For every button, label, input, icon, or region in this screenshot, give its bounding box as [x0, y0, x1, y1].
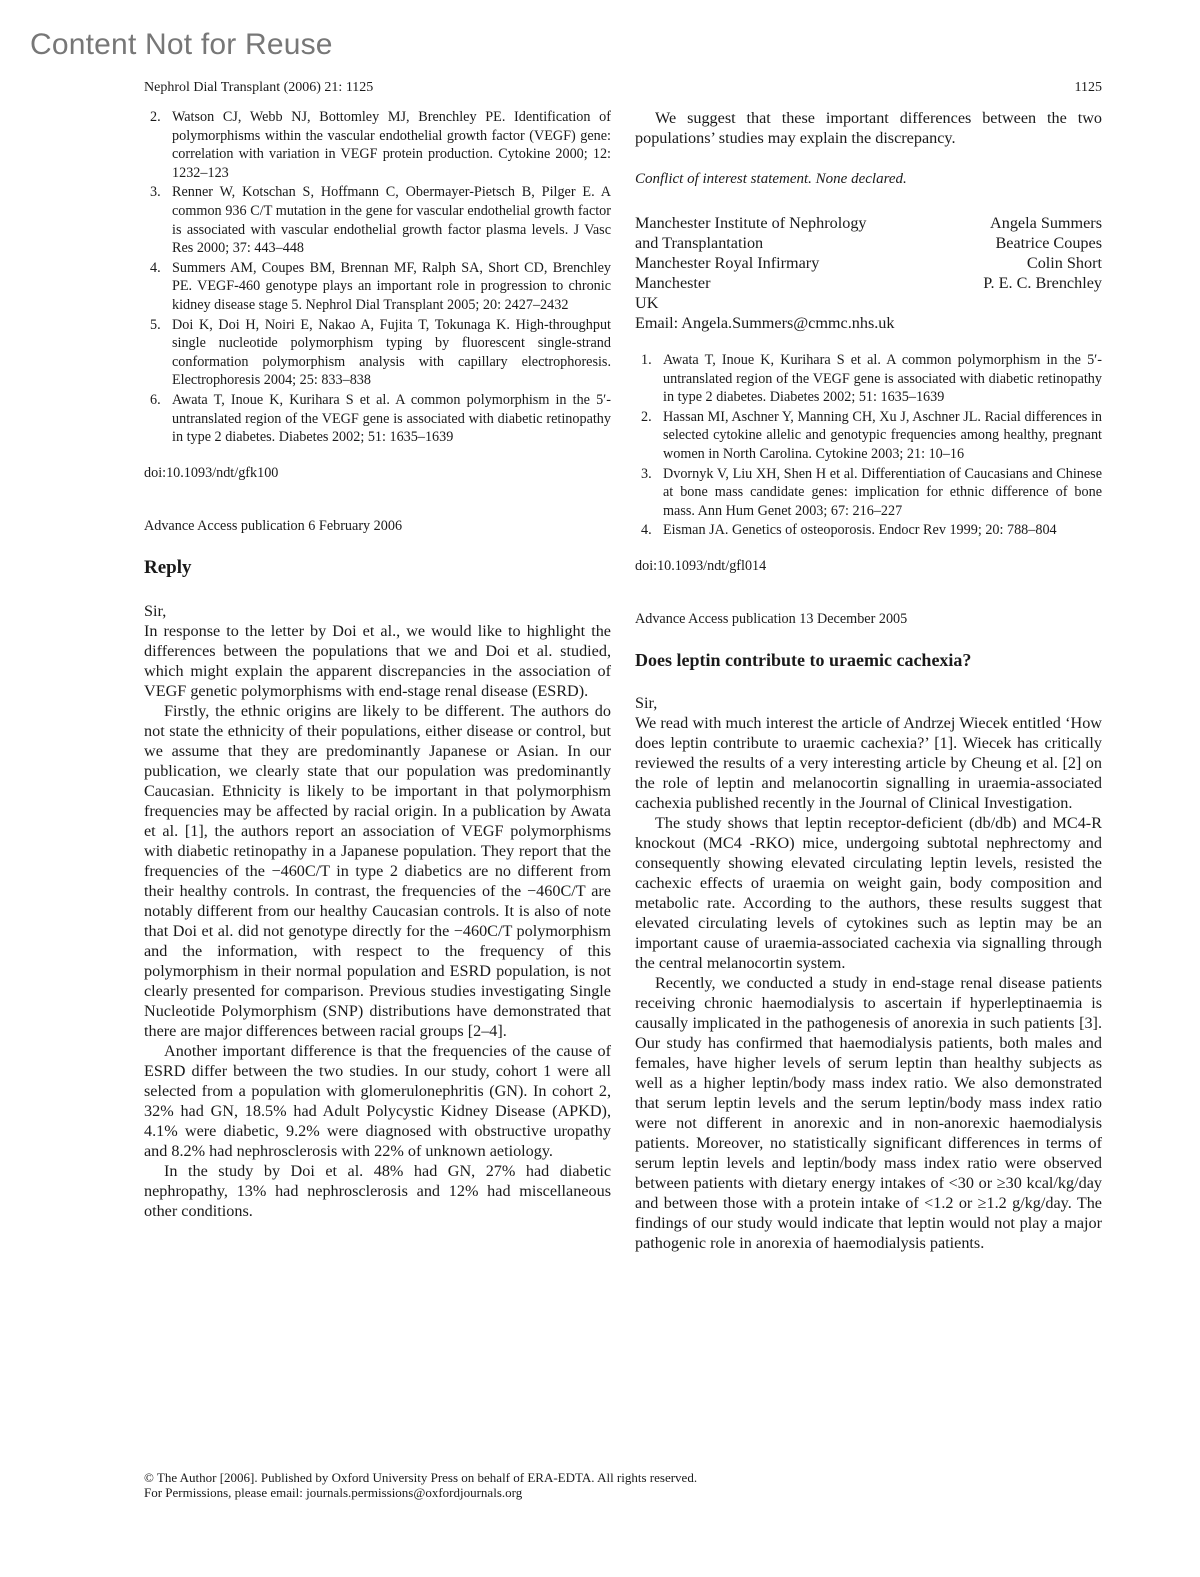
author-name: P. E. C. Brenchley — [983, 274, 1102, 292]
right-column — [635, 108, 1102, 1253]
reference-item: 1. Awata T, Inoue K, Kurihara S et al. A common polymorphism in the 5′-untranslated region of the VEGF gene is associated with diabetic retinopathy in type 2 diabetes. Diabetes 2002; 51: 1635–1639 — [641, 352, 1102, 406]
reply-heading: Reply — [144, 556, 192, 578]
leptin-paragraph: We read with much interest the article of Andrzej Wiecek entitled ‘How does leptin contribute to uraemic cachexia?’ [1]. Wiecek has critically reviewed the results of a very interesting article by Cheung et al. [2] on the role of leptin and melanocortin signalling in uraemia-associated cachexia published recently in the Journal of Clinical Investigation. — [635, 713, 1102, 812]
author-name: Colin Short — [1026, 254, 1102, 272]
reply-salutation: Sir, — [144, 601, 167, 620]
advance-access-reply: Advance Access publication 6 February 2006 — [144, 517, 403, 534]
copyright-footer — [144, 1470, 697, 1500]
reply-paragraph: Firstly, the ethnic origins are likely to be different. The authors do not state the ethnicity of their populations, either disease or control, but we assume that they are predominantly Japanese or Asian. In our publication, we clearly state that our population was predominantly Caucasian. Ethnicity is likely to be important in that polymorphism frequencies may be affected by racial origin. In a publication by Awata et al. [1], the authors report an association of VEGF polymorphisms with diabetic retinopathy in a Japanese population. They report that the frequencies of the −460C/T in type 2 diabetics are no different from their healthy controls. In contrast, the frequencies of the −460C/T are notably different from our healthy Caucasian controls. It is also of note that Doi et al. did not genotype directly for the −460C/T polymorphism and the information, with respect to the frequency of this polymorphism in their normal population and ESRD population, is not clearly presented for comparison. Previous studies investigating Single Nucleotide Polymorphism (SNP) distributions have demonstrated that there are major differences between racial groups [2–4]. — [144, 701, 611, 1040]
author-email: Email: Angela.Summers@cmmc.nhs.uk — [635, 314, 895, 332]
running-head-citation: Nephrol Dial Transplant (2006) 21: 1125 — [144, 80, 374, 95]
copyright-line: © The Author [2006]. Published by Oxford University Press on behalf of ERA-EDTA. All rights reserved. — [144, 1470, 698, 1485]
doi-reply: doi:10.1093/ndt/gfl014 — [635, 557, 767, 574]
doi-previous-letter: doi:10.1093/ndt/gfk100 — [144, 464, 279, 481]
leptin-paragraph: Recently, we conducted a study in end-stage renal disease patients receiving chronic haemodialysis to ascertain if hyperleptinaemia is causally implicated in the pathogenesis of anorexia in such patients [3]. Our study has confirmed that haemodialysis patients, both males and females, have higher levels of serum leptin than healthy subjects as well as a higher leptin/body mass index ratio. We also demonstrated that serum leptin levels and the serum leptin/body mass index ratio were not different in anorexic and in non-anorexic haemodialysis patients. Moreover, no statistically significant differences in terms of serum leptin levels and leptin/body mass index ratio were observed between patients with dietary energy intakes of <30 or ≥30 kcal/kg/day and between those with a protein intake of <1.2 or ≥1.2 g/kg/day. The findings of our study would indicate that leptin would not play a major pathogenic role in anorexia of haemodialysis patients. — [635, 973, 1102, 1252]
permissions-line: For Permissions, please email: journals.permissions@oxfordjournals.org — [144, 1485, 523, 1500]
affiliation-line: and Transplantation — [635, 234, 764, 252]
reply-paragraph: Another important difference is that the frequencies of the cause of ESRD differ between the two studies. In our study, cohort 1 were all selected from a population with glomerulonephritis (GN). In cohort 2, 32% had GN, 18.5% had Adult Polycystic Kidney Disease (APKD), 4.1% were diabetic, 9.2% were diagnosed with obstructive uropathy and 8.2% had nephrosclerosis with 22% of unknown aetiology. — [144, 1041, 611, 1160]
watermark: Content Not for Reuse — [30, 28, 333, 61]
affiliation-line: Manchester — [635, 274, 711, 292]
reply-closing-paragraph: We suggest that these important differences between the two populations’ studies may explain the discrepancy. — [635, 109, 1102, 147]
reference-item: 4. Summers AM, Coupes BM, Brennan MF, Ralph SA, Short CD, Brenchley PE. VEGF-460 genotype plays an important role in progression to chronic kidney disease stage 5. Nephrol Dial Transplant 2005; 20: 2427–2432 — [150, 259, 611, 313]
reference-item: 3. Dvornyk V, Liu XH, Shen H et al. Differentiation of Caucasians and Chinese at bone mass candidate genes: implication for ethnic difference of bone mass. Ann Hum Genet 2003; 67: 216–227 — [641, 465, 1102, 519]
author-affiliation-block — [635, 213, 1102, 333]
reference-item: 5. Doi K, Doi H, Noiri E, Nakao A, Fujita T, Tokunaga K. High-throughput single nucleotide polymorphism typing by fluorescent single-strand conformation polymorphism analysis with capillary electrophoresis. Electrophoresis 2004; 25: 833–838 — [150, 316, 611, 389]
leptin-heading: Does leptin contribute to uraemic cachexia? — [635, 649, 972, 670]
reply-paragraph: In the study by Doi et al. 48% had GN, 27% had diabetic nephropathy, 13% had nephrosclerosis and 12% had miscellaneous other conditions. — [144, 1161, 611, 1220]
leptin-salutation: Sir, — [635, 693, 658, 712]
author-name: Angela Summers — [990, 214, 1102, 232]
affiliation-line: UK — [635, 294, 659, 312]
reference-item: 2. Watson CJ, Webb NJ, Bottomley MJ, Brenchley PE. Identification of polymorphisms within the vascular endothelial growth factor (VEGF) gene: correlation with variation in VEGF protein production. Cytokine 2000; 12: 1232–123 — [150, 109, 611, 181]
running-head-page-number: 1125 — [1074, 80, 1102, 95]
reference-item: 6. Awata T, Inoue K, Kurihara S et al. A common polymorphism in the 5′-untranslated region of the VEGF gene is associated with diabetic retinopathy in type 2 diabetes. Diabetes 2002; 51: 1635–1639 — [150, 391, 611, 446]
reference-item: 3. Renner W, Kotschan S, Hoffmann C, Obermayer-Pietsch B, Pilger E. A common 936 C/T mutation in the gene for vascular endothelial growth factor is associated with vascular endothelial growth factor plasma levels. J Vasc Res 2000; 37: 443–448 — [150, 184, 611, 257]
reference-list-reply — [635, 351, 1102, 540]
affiliation-line: Manchester Institute of Nephrology — [635, 214, 867, 232]
advance-access-leptin: Advance Access publication 13 December 2005 — [635, 610, 908, 627]
affiliation-line: Manchester Royal Infirmary — [635, 254, 820, 272]
conflict-of-interest: Conflict of interest statement. None declared. — [635, 171, 907, 187]
reference-list-previous-letter — [144, 108, 611, 447]
left-column — [144, 108, 611, 1221]
author-name: Beatrice Coupes — [995, 234, 1102, 252]
reference-item: 4. Eisman JA. Genetics of osteoporosis. Endocr Rev 1999; 20: 788–804 — [641, 522, 1057, 539]
reply-paragraph: In response to the letter by Doi et al., we would like to highlight the differences between the populations that we and Doi et al. studied, which might explain the apparent discrepancies in the association of VEGF genetic polymorphisms with end-stage renal disease (ESRD). — [144, 621, 611, 700]
leptin-paragraph: The study shows that leptin receptor-deficient (db/db) and MC4-R knockout (MC4 -RKO) mice, undergoing subtotal nephrectomy and consequently showing elevated circulating leptin levels, resisted the cachexic effects of uraemia on weight gain, body composition and metabolic rate. According to the authors, these results suggest that elevated circulating levels of cytokines such as leptin may be an important cause of uraemia-associated cachexia via signalling through the central melanocortin system. — [635, 813, 1102, 972]
reference-item: 2. Hassan MI, Aschner Y, Manning CH, Xu J, Aschner JL. Racial differences in selected cytokine allelic and genotypic frequencies among healthy, pregnant women in North Carolina. Cytokine 2003; 21: 10–16 — [641, 408, 1102, 462]
